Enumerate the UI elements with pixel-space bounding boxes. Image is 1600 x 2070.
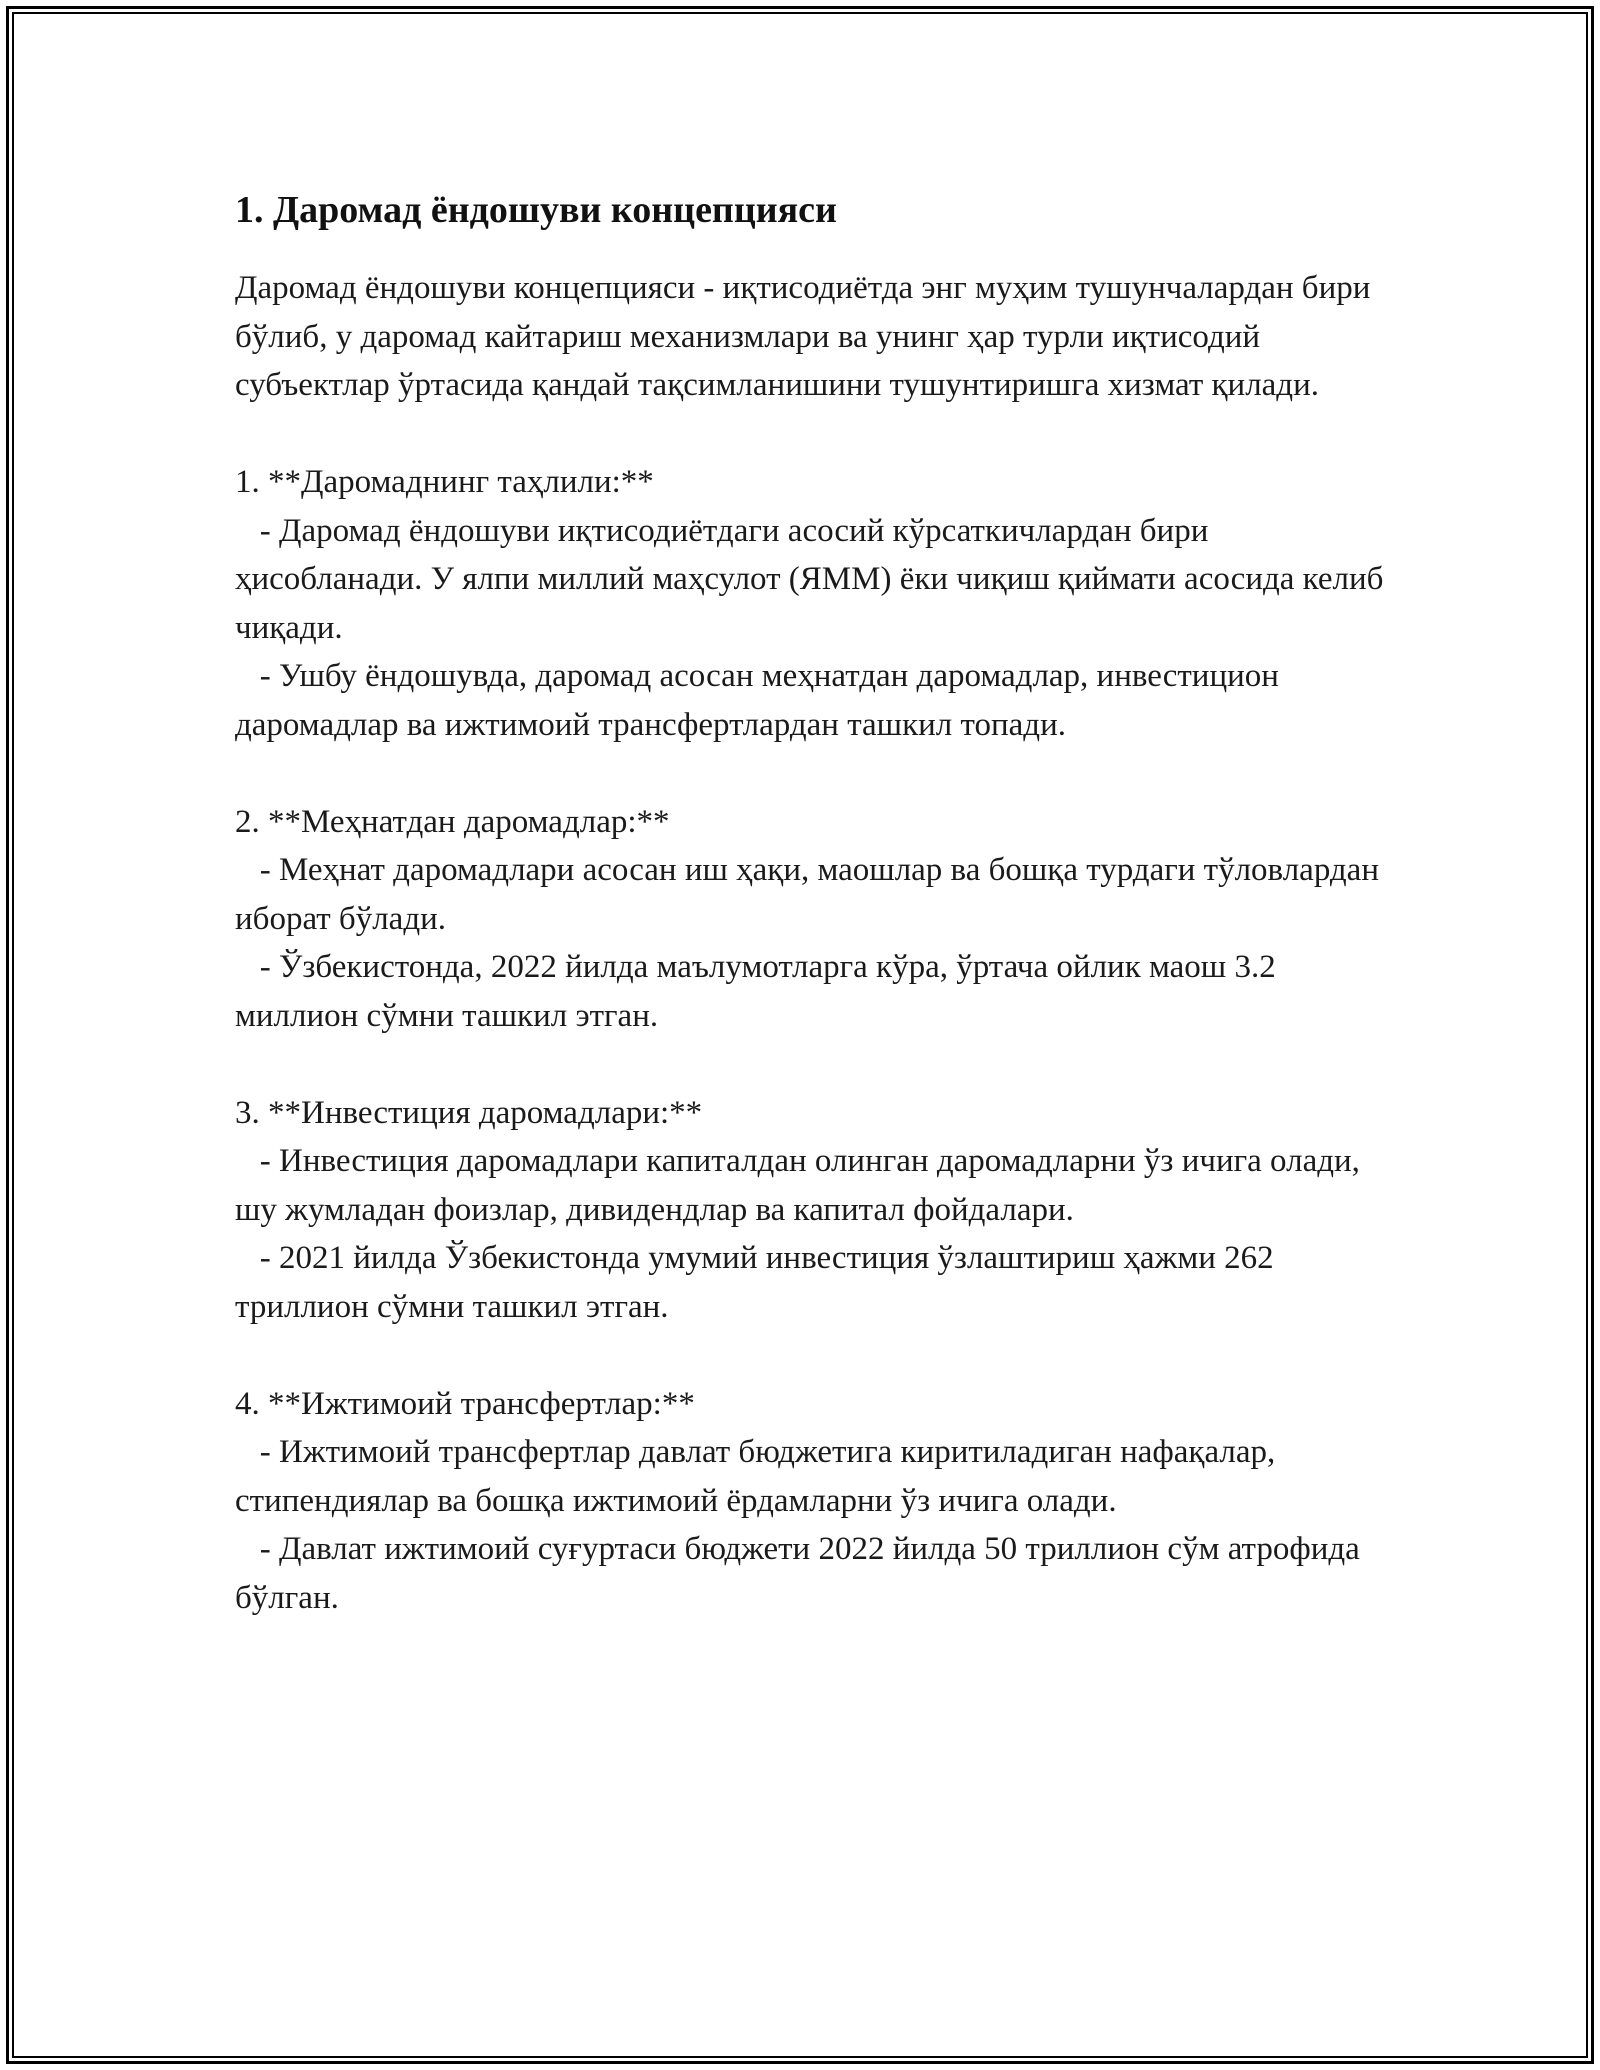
spacer <box>235 1331 1395 1380</box>
spacer <box>235 410 1395 459</box>
intro-paragraph: Даромад ёндошуви концепцияси - иқтисодиётда энг муҳим тушунчалардан бири бўлиб, у даромад кайтариш механизмлари ва унинг ҳар турли иқтисодий субъектлар ўртасида қандай тақсимланишини тушунтиришга хизмат қилади. <box>235 270 1379 403</box>
section-social-transfers <box>235 1380 1395 1623</box>
bullet-item: - Ижтимоий трансфертлар давлат бюджетига киритиладиган нафақалар, стипендиялар ва бошқа ижтимоий ёрдамларни ўз ичига олади. <box>235 1434 1284 1519</box>
document-body <box>235 186 1395 1622</box>
document-title: 1. Даромад ёндошуви концепцияси <box>235 189 837 231</box>
bullet-item: - Ушбу ёндошувда, даромад асосан меҳнатдан даромадлар, инвестицион даромадлар ва ижтимоий трансфертлардан ташкил топади. <box>235 658 1288 743</box>
section-heading: 3. **Инвестиция даромадлари:** <box>235 1094 703 1131</box>
bullet-item: - Давлат ижтимоий суғуртаси бюджети 2022 йилда 50 триллион сўм атрофида бўлган. <box>235 1531 1369 1616</box>
section-income-analysis <box>235 458 1395 749</box>
section-heading: 2. **Меҳнатдан даромадлар:** <box>235 803 670 840</box>
section-labor-income <box>235 798 1395 1041</box>
bullet-item: - Даромад ёндошуви иқтисодиётдаги асосий кўрсаткичлардан бири ҳисобланади. У ялпи миллий маҳсулот (ЯММ) ёки чиқиш қиймати асосида келиб чиқади. <box>235 512 1392 646</box>
spacer <box>235 1040 1395 1089</box>
bullet-item: - 2021 йилда Ўзбекистонда умумий инвестиция ўзлаштириш ҳажми 262 триллион сўмни ташкил этган. <box>235 1240 1282 1325</box>
spacer <box>235 749 1395 798</box>
bullet-item: - Меҳнат даромадлари асосан иш ҳақи, маошлар ва бошқа турдаги тўловлардан иборат бўлади. <box>235 852 1388 937</box>
bullet-item: - Ўзбекистонда, 2022 йилда маълумотларга кўра, ўртача ойлик маош 3.2 миллион сўмни ташкил этган. <box>235 949 1284 1034</box>
section-heading: 1. **Даромаднинг таҳлили:** <box>235 464 654 500</box>
section-investment-income <box>235 1089 1395 1332</box>
section-heading: 4. **Ижтимоий трансфертлар:** <box>235 1385 695 1422</box>
bullet-item: - Инвестиция даромадлари капиталдан олинган даромадларни ўз ичига олади, шу жумладан фоизлар, дивидендлар ва капитал фойдалари. <box>235 1143 1369 1228</box>
